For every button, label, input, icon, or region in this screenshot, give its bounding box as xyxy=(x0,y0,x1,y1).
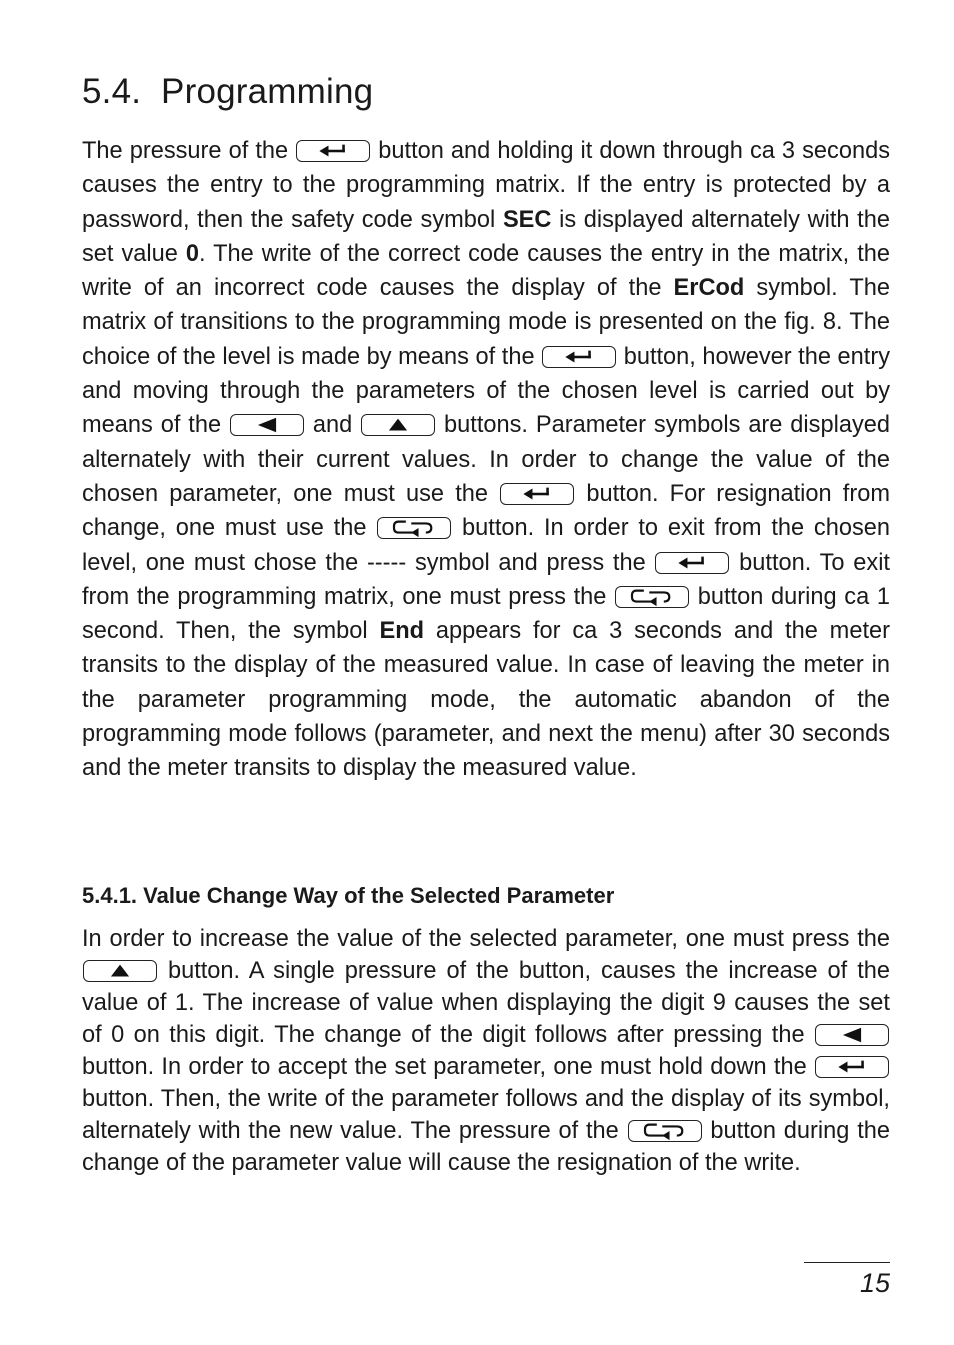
enter-key-icon xyxy=(542,346,616,368)
escape-key-icon xyxy=(628,1120,702,1142)
text-run: button. Then, the write of the parameter follows and the display of its symbol, alternately with the new value. The pressure of the xyxy=(82,1086,890,1144)
text-run: button. In order to exit from the chosen level, one must chose the ----- symbol and press the xyxy=(82,515,890,576)
escape-key-icon xyxy=(377,517,451,539)
section-number: 5.4. xyxy=(82,72,142,111)
text-run: button. For resignation from change, one must use the xyxy=(82,480,890,542)
text-run: symbol. The matrix of transitions to the programming mode is presented on the fig. 8. The choice of the level is made by means of the xyxy=(82,275,890,370)
left-arrow-key-icon xyxy=(815,1024,889,1046)
enter-key-icon xyxy=(296,140,370,162)
text-run: button. To exit from the programming matrix, one must press the xyxy=(82,549,890,610)
text-run: and xyxy=(304,412,361,439)
escape-key-icon xyxy=(615,586,689,608)
enter-key-icon xyxy=(815,1056,889,1078)
text-run: button during ca 1 second. Then, the symbol xyxy=(82,583,890,645)
value-change-paragraph xyxy=(82,923,890,1179)
text-run: is displayed alternately with the set value xyxy=(82,206,890,267)
text-run: buttons. Parameter symbols are displayed alternately with their current values. In order to change the value of the chosen parameter, one must use the xyxy=(82,412,890,507)
enter-key-icon xyxy=(655,552,729,574)
text-run: button during the change of the parameter value will cause the resignation of the write. xyxy=(82,1118,890,1176)
text-run: The pressure of the xyxy=(82,138,296,164)
text-run: button, however the entry and moving through the parameters of the chosen level is carried out by means of the xyxy=(82,343,890,439)
text-run: . The write of the correct code causes the entry in the matrix, the write of an incorrect code causes the display of the xyxy=(82,240,890,302)
up-arrow-key-icon xyxy=(361,414,435,436)
up-arrow-key-icon xyxy=(83,960,157,982)
text-run: In order to increase the value of the selected parameter, one must press the xyxy=(82,926,890,952)
sec-symbol: SEC xyxy=(502,206,552,233)
ercod-symbol: ErCod xyxy=(673,275,745,302)
subsection-heading: 5.4.1. Value Change Way of the Selected Parameter xyxy=(82,883,615,908)
zero-value: 0 xyxy=(185,240,199,267)
text-run: button and holding it down through ca 3 seconds causes the entry to the programming matrix. If the entry is protected by a password, then the safety code symbol xyxy=(82,138,890,233)
page-title xyxy=(82,72,373,112)
enter-key-icon xyxy=(500,483,574,505)
programming-paragraph xyxy=(82,134,890,786)
footer-rule xyxy=(804,1262,890,1263)
end-symbol: End xyxy=(379,618,425,645)
page-number: 15 xyxy=(859,1268,890,1298)
text-run: button. In order to accept the set parameter, one must hold down the xyxy=(82,1054,814,1080)
text-run: button. A single pressure of the button, causes the increase of the value of 1. The increase of value when displaying the digit 9 causes the set of 0 on this digit. The change of the digit follows after pressing the xyxy=(82,958,890,1048)
section-title: Programming xyxy=(161,72,374,111)
text-run: appears for ca 3 seconds and the meter transits to the display of the measured value. In case of leaving the meter in the parameter programming mode, the automatic abandon of the programming mode follows (parameter, and next the menu) after 30 seconds and the meter transits to display the measured value. xyxy=(82,618,890,782)
left-arrow-key-icon xyxy=(230,414,304,436)
